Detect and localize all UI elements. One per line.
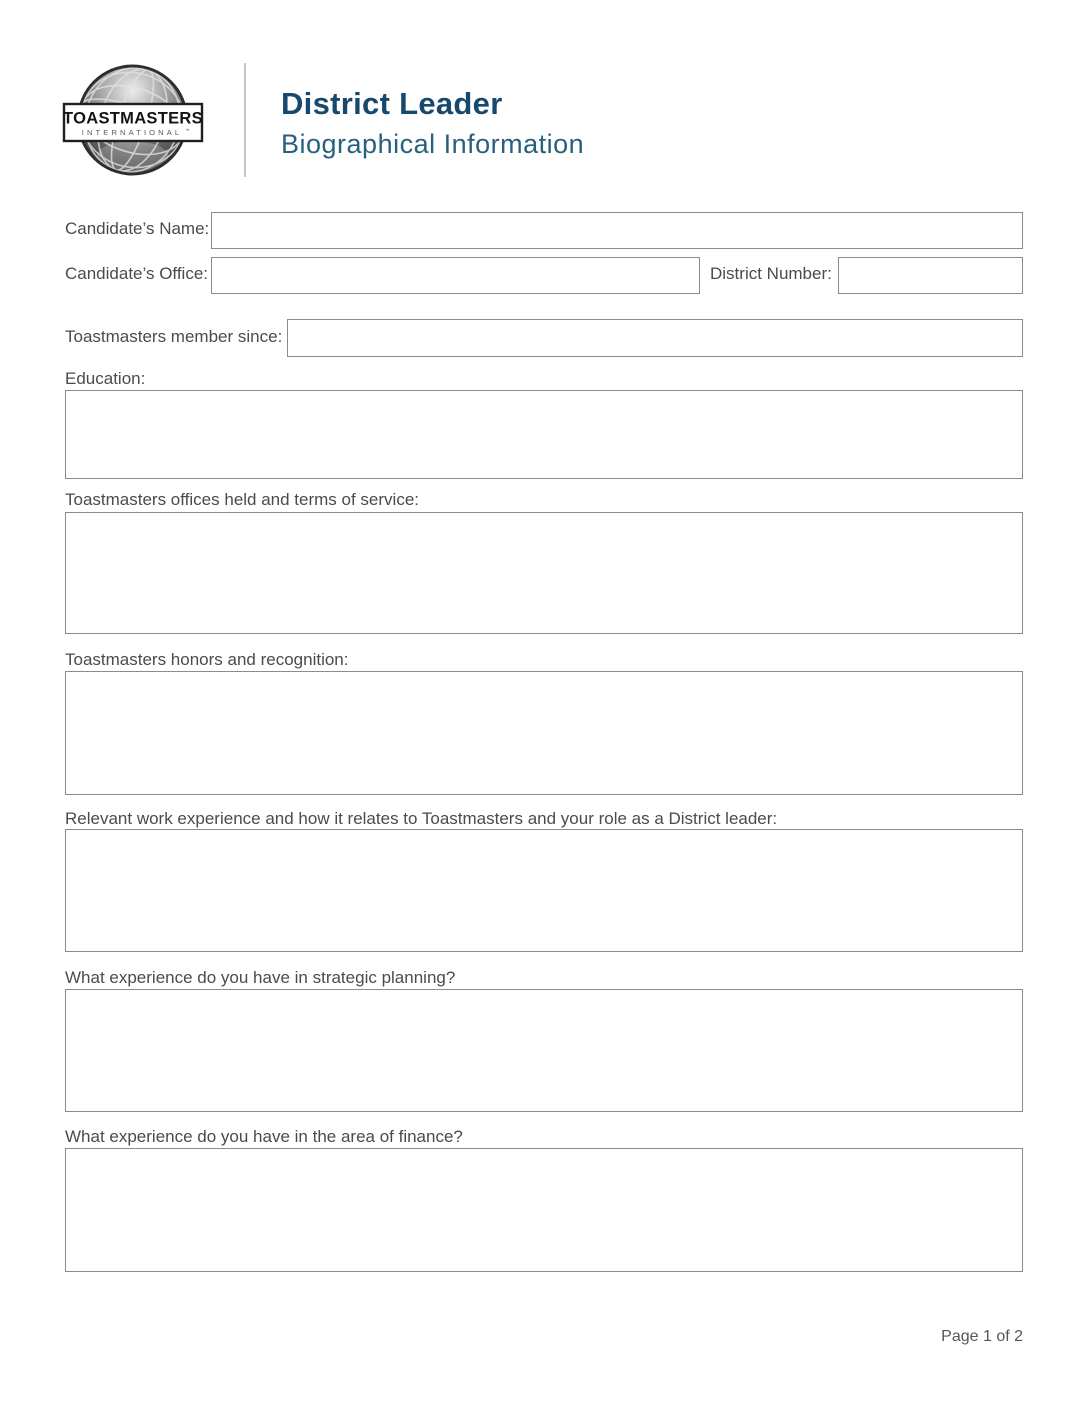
district-number-label: District Number: xyxy=(710,264,832,283)
trademark-symbol: ™ xyxy=(185,128,190,133)
globe-icon xyxy=(63,57,203,183)
education-label: Education: xyxy=(65,369,146,388)
candidate-office-label: Candidate’s Office: xyxy=(65,264,209,283)
logo-wordmark-secondary: INTERNATIONAL xyxy=(81,128,183,137)
member-since-field[interactable] xyxy=(287,319,1023,357)
honors-recognition-label: Toastmasters honors and recognition: xyxy=(65,650,349,669)
page-title: District Leader xyxy=(281,86,503,121)
candidate-name-label: Candidate’s Name: xyxy=(65,219,210,238)
page-number: Page 1 of 2 xyxy=(941,1328,1023,1345)
candidate-name-field[interactable] xyxy=(211,212,1023,249)
offices-held-field[interactable] xyxy=(65,512,1023,634)
toastmasters-logo xyxy=(57,57,227,183)
district-number-field[interactable] xyxy=(838,257,1023,294)
page-subtitle: Biographical Information xyxy=(281,129,585,159)
finance-experience-label: What experience do you have in the area of finance? xyxy=(65,1127,463,1146)
work-experience-label: Relevant work experience and how it relates to Toastmasters and your role as a District leader: xyxy=(65,809,778,828)
honors-recognition-field[interactable] xyxy=(65,671,1023,795)
strategic-planning-field[interactable] xyxy=(65,989,1023,1112)
header-divider xyxy=(244,63,246,177)
logo-wordmark: TOASTMASTERS xyxy=(63,109,203,128)
candidate-office-field[interactable] xyxy=(211,257,700,294)
strategic-planning-label: What experience do you have in strategic planning? xyxy=(65,968,456,987)
education-field[interactable] xyxy=(65,390,1023,479)
finance-experience-field[interactable] xyxy=(65,1148,1023,1272)
member-since-label: Toastmasters member since: xyxy=(65,327,283,346)
work-experience-field[interactable] xyxy=(65,829,1023,952)
offices-held-label: Toastmasters offices held and terms of service: xyxy=(65,490,420,509)
